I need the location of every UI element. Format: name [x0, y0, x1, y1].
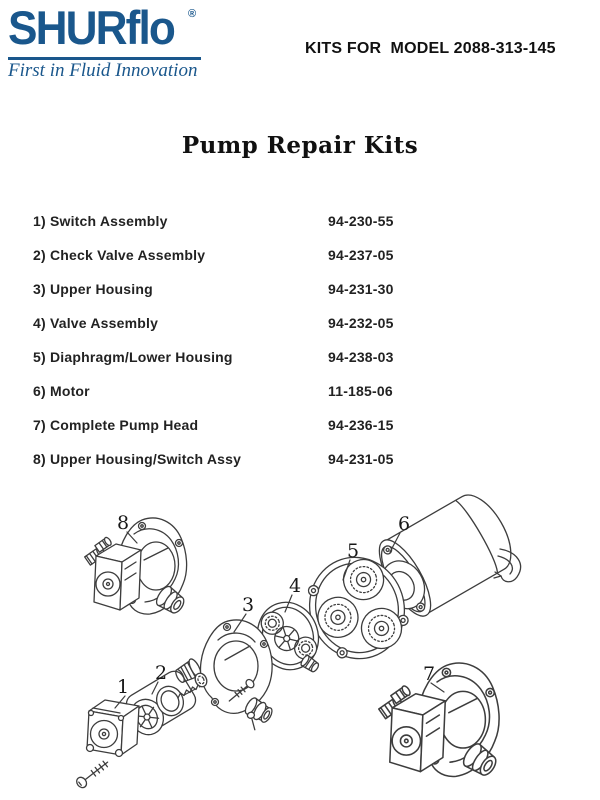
callout-4: 4 [288, 575, 302, 597]
parts-list-row [33, 451, 493, 468]
part-number: 94-236-15 [328, 417, 394, 433]
part-1-switch-assembly-drawing [75, 700, 139, 790]
parts-list-row [33, 349, 493, 366]
callout-6: 6 [397, 513, 411, 535]
part-number: 94-232-05 [328, 315, 394, 331]
part-name: Complete Pump Head [49, 417, 199, 433]
part-name: Upper Housing/Switch Assy [49, 451, 242, 467]
parts-list-row [33, 247, 493, 264]
part-index: 2) [33, 247, 46, 263]
part-index: 6) [33, 383, 46, 399]
callout-5: 5 [346, 540, 360, 562]
mounting-screw [75, 758, 111, 790]
part-number: 94-231-05 [328, 451, 394, 467]
parts-list-row [33, 315, 493, 332]
page-title: Pump Repair Kits [181, 132, 419, 159]
exploded-view-diagram [0, 490, 600, 800]
part-name: Motor [49, 383, 90, 399]
callout-3: 3 [241, 594, 255, 616]
callout-2: 2 [154, 662, 168, 684]
part-name: Valve Assembly [49, 315, 159, 331]
part-7-complete-pump-head-drawing [378, 663, 500, 780]
part-number: 94-230-55 [328, 213, 394, 229]
part-8-upper-housing-switch-drawing [84, 518, 187, 617]
registered-trademark-symbol: ® [188, 8, 197, 20]
brand-tagline: First in Fluid Innovation [8, 60, 198, 81]
part-name: Switch Assembly [49, 213, 168, 229]
part-index: 5) [33, 349, 46, 365]
parts-list-row [33, 281, 493, 298]
part-name: Upper Housing [49, 281, 153, 297]
shurflo-logo [8, 0, 218, 56]
part-name: Diaphragm/Lower Housing [49, 349, 233, 365]
part-index: 4) [33, 315, 46, 331]
part-number: 94-238-03 [328, 349, 394, 365]
callout-8: 8 [116, 512, 130, 534]
part-number: 94-231-30 [328, 281, 394, 297]
part-3-upper-housing-drawing [173, 620, 275, 731]
parts-list-row [33, 417, 493, 434]
part-index: 8) [33, 451, 46, 467]
part-index: 1) [33, 213, 46, 229]
part-name: Check Valve Assembly [49, 247, 206, 263]
callout-7: 7 [422, 663, 436, 685]
part-index: 3) [33, 281, 46, 297]
part-number: 11-185-06 [328, 383, 393, 399]
part-number: 94-237-05 [328, 247, 394, 263]
part-index: 7) [33, 417, 46, 433]
brand-wordmark: SHURflo [8, 1, 174, 54]
parts-list-row [33, 213, 493, 230]
callout-1: 1 [116, 676, 130, 698]
kits-for-model-heading: KITS FOR MODEL 2088-313-145 [305, 40, 556, 57]
parts-list-row [33, 383, 493, 400]
